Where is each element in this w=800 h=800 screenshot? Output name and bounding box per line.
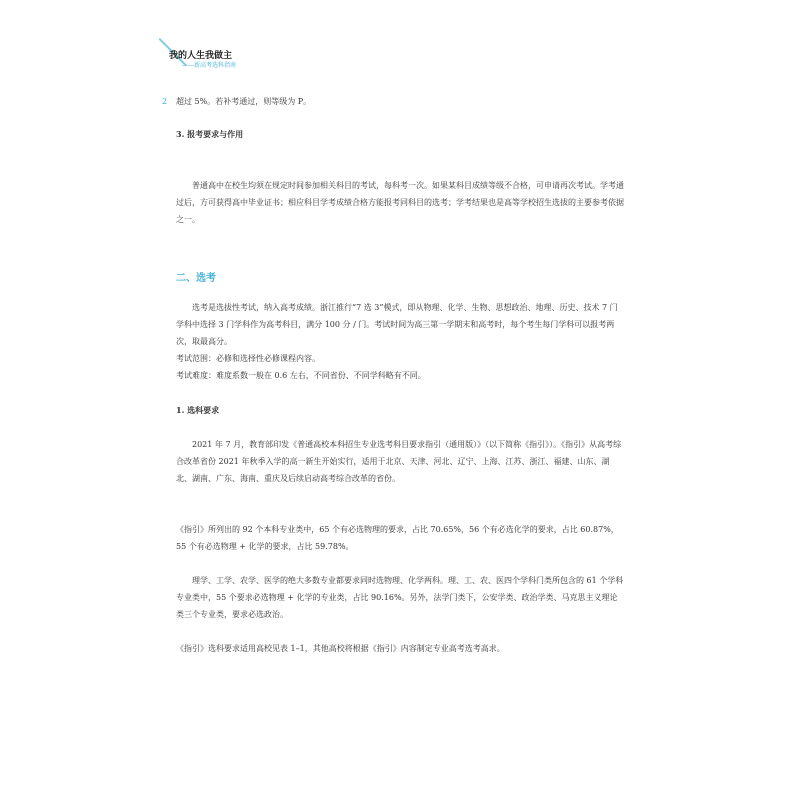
header-title: 我的人生我做主 <box>169 51 233 61</box>
subheading-subject-requirements: 1. 选科要求 <box>176 405 220 415</box>
paragraph-exam-scope: 考试范围：必修和选择性必修课程内容。 <box>176 354 320 363</box>
page-number: 2 <box>162 97 168 106</box>
paragraph-stem-requirements: 理学、工学、农学、医学的绝大多数专业都要求同时选物理、化学两科。理、工、农、医四个学科门类所包含的 61 个学科专业类中，55 个要求必选物理 + 化学的专业类，占比 90.16%。另外，法学门类下，公安学类、政治学类、马克思主义理论类三个专业类，要求必选政治。 <box>176 576 624 619</box>
paragraph-selective-intro: 选考是选拔性考试，纳入高考成绩。浙江推行“7 选 3”模式，即从物理、化学、生物、思想政治、地理、历史、技术 7 门学科中选择 3 门学科作为高考科目，满分 100 分 / 门。考试时间为高三第一学期末和高考时，每个考生每门学科可以报考两次，取最高分。 <box>176 303 618 346</box>
running-header <box>160 38 300 78</box>
paragraph-guide-intro: 2021 年 7 月，教育部印发《普通高校本科招生专业选考科目要求指引（通用版）》（以下简称《指引》）。《指引》从高考综合改革省份 2021 年秋季入学的高一新生开始实行，适用于北京、天津、河北、辽宁、上海、江苏、浙江、福建、山东、湖北、湖南、广东、海南、重庆及后续启动高考综合改革的省份。 <box>176 440 622 483</box>
paragraph-continuation: 超过 5%。若补考通过，则等级为 P。 <box>176 97 312 106</box>
paragraph-exam-requirements: 普通高中在校生均须在规定时间参加相关科目的考试，每科考一次。如果某科目成绩等级不合格，可申请再次考试。学考通过后，方可获得高中毕业证书；相应科目学考成绩合格方能报考同科目的选考；学考结果也是高等学校招生选拔的主要参考依据之一。 <box>176 181 624 224</box>
section-heading-selective-exam: 二、选考 <box>176 273 216 284</box>
subheading-exam-requirements: 3. 报考要求与作用 <box>176 129 244 139</box>
paragraph-table-reference: 《指引》选科要求适用高校见表 1–1，其他高校将根据《指引》内容制定专业高考选考高求。 <box>176 644 505 653</box>
paragraph-guide-stats: 《指引》所列出的 92 个本科专业类中，65 个有必选物理的要求，占比 70.65%，56 个有必选化学的要求，占比 60.87%，55 个有必选物理 + 化学的要求，占比 59.78%。 <box>176 525 619 551</box>
paragraph-exam-difficulty: 考试难度：难度系数一般在 0.6 左右，不同省份、不同学科略有不同。 <box>176 371 426 380</box>
header-subtitle: ——新高考选科指南 <box>182 62 237 69</box>
